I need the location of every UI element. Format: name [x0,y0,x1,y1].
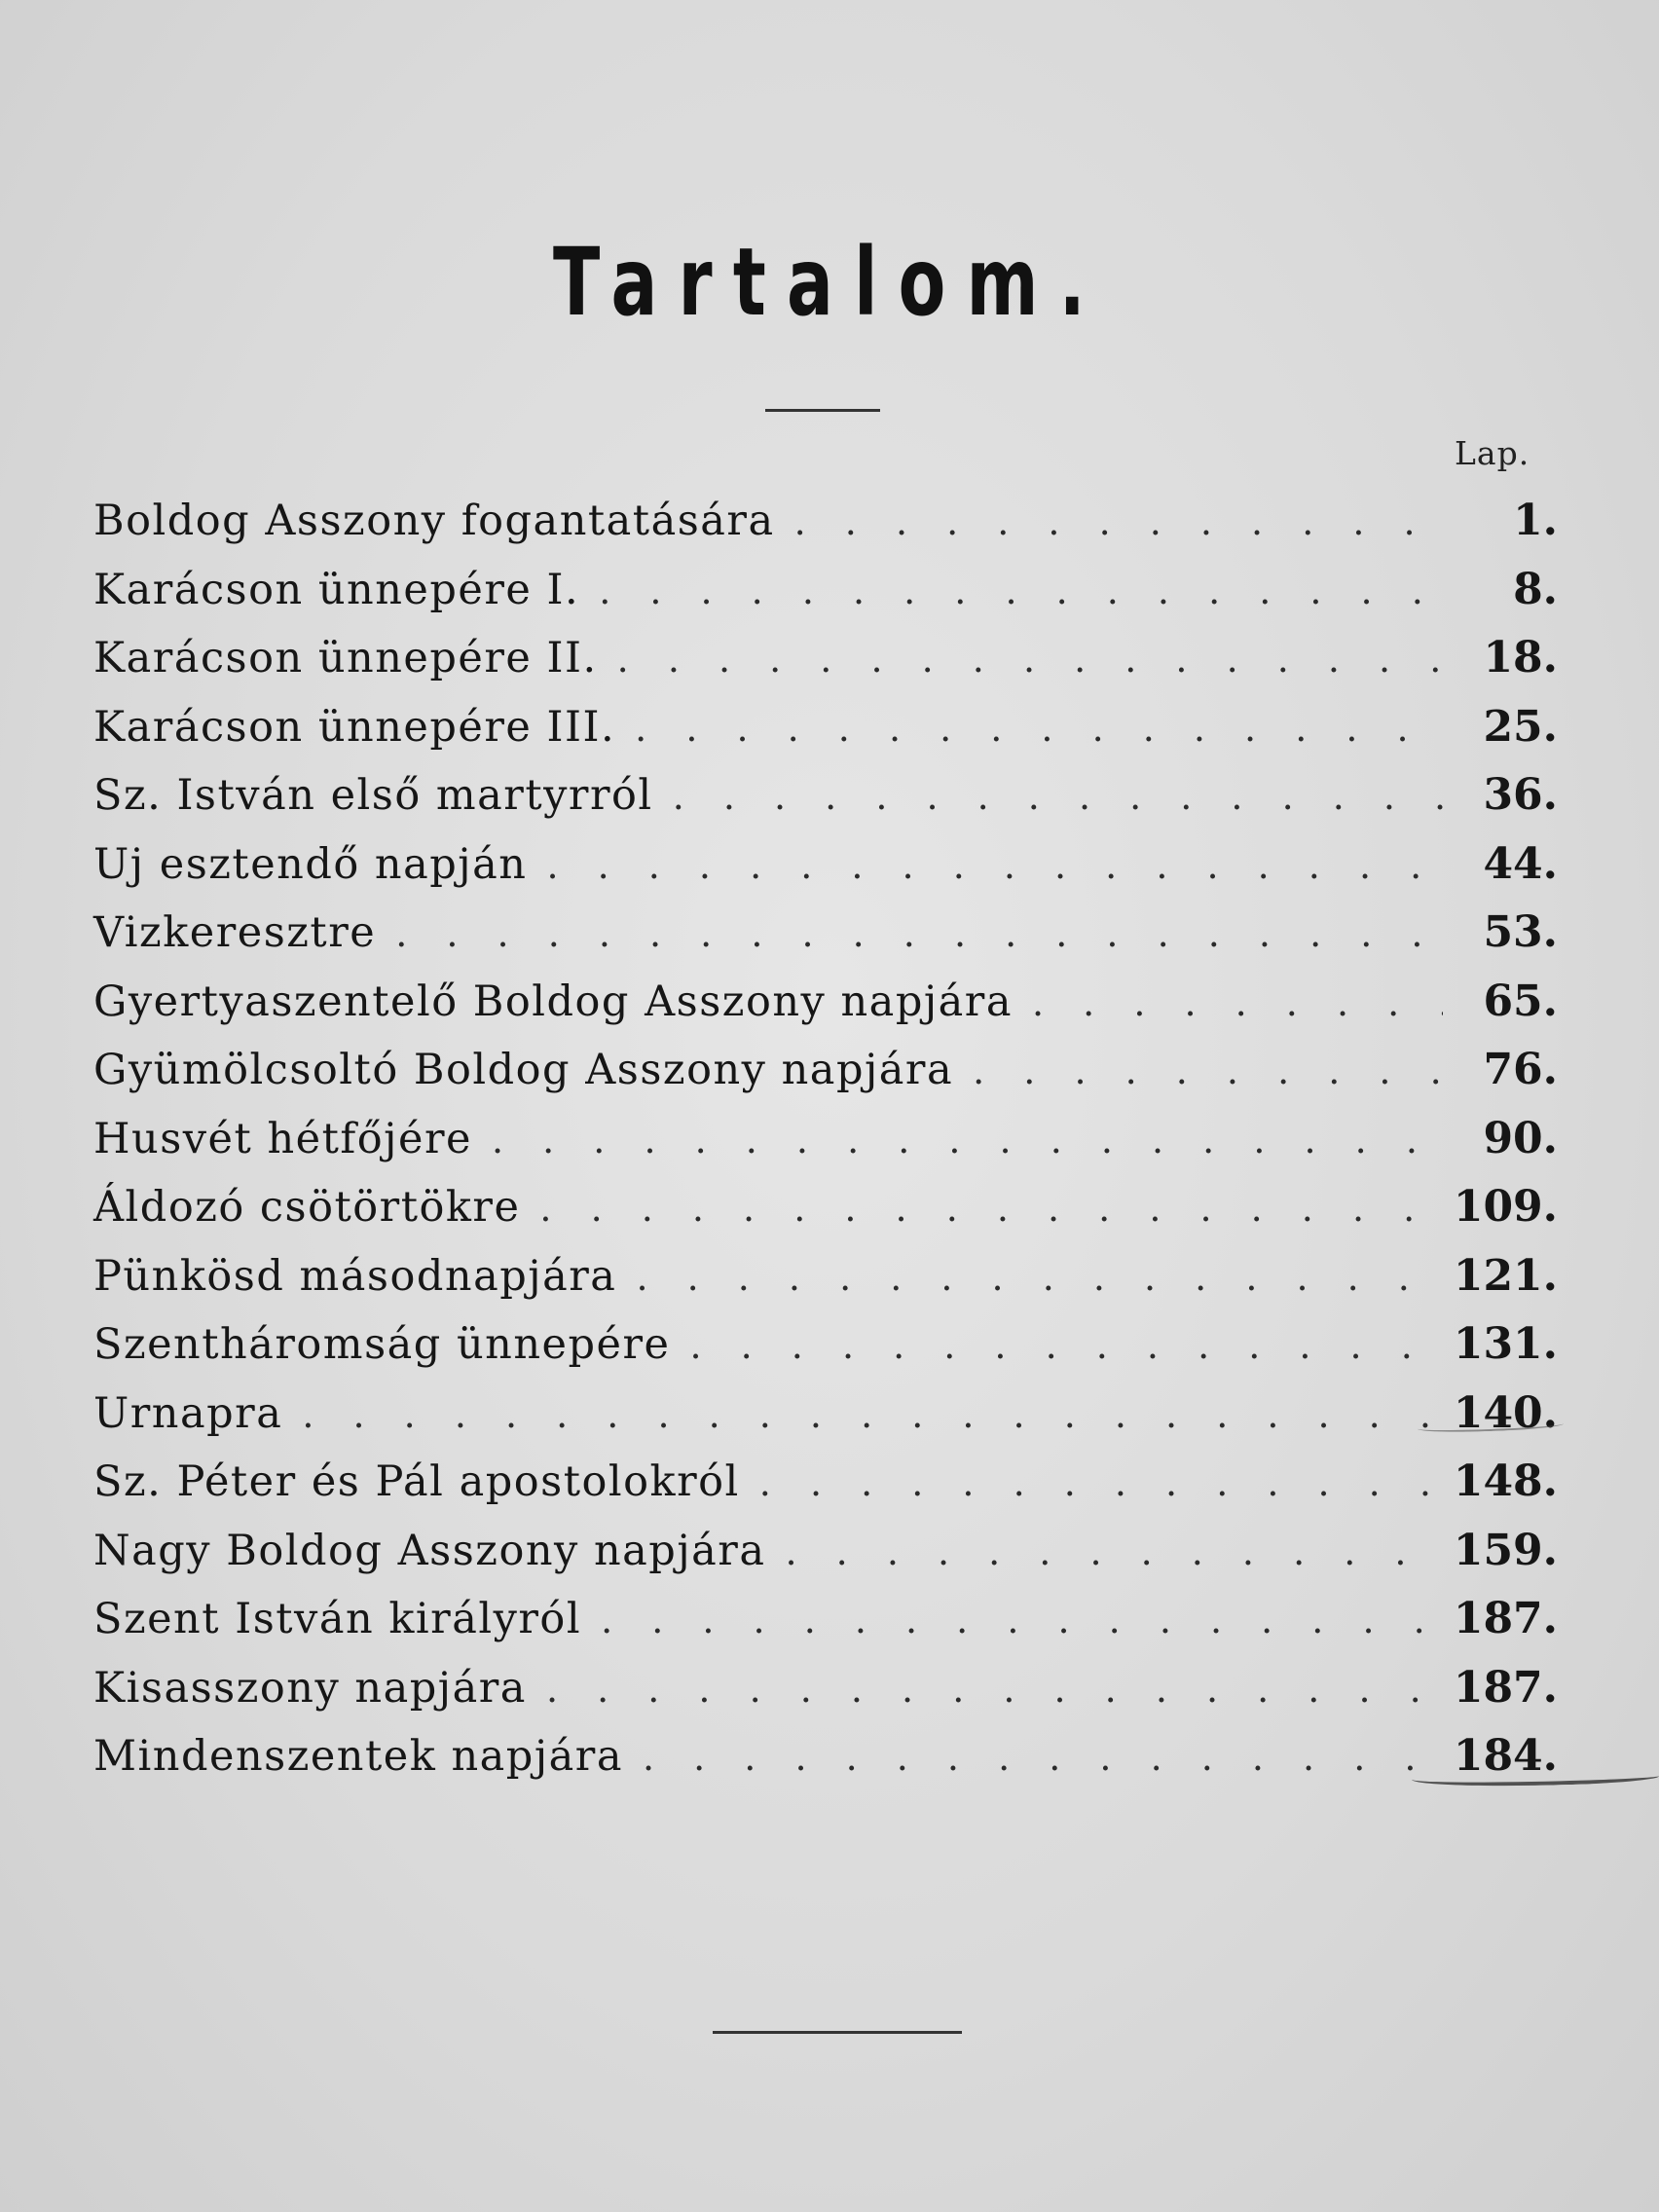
toc-entry-title: Karácson ünnepére III. [93,702,616,752]
title-divider [765,409,880,412]
dot-leader [1032,969,1443,1038]
page-title: Tartalom. [552,228,1107,337]
dot-leader [546,1655,1436,1724]
toc-entry-title: Sz. Péter és Pál apostolokról [93,1457,740,1506]
toc-entry-title: Karácson ünnepére II. [93,634,598,682]
toc-entry [93,968,1558,1037]
toc-entry-title: Gyertyaszentelő Boldog Asszony napjára [93,977,1014,1026]
dot-leader [673,762,1443,831]
toc-entry [93,556,1558,625]
toc-entry [93,1380,1558,1449]
toc-entry-page: 131. [1453,1319,1558,1369]
toc-entry-page: 25. [1483,701,1558,752]
dot-leader [302,1381,1435,1450]
toc-entry-page: 90. [1483,1113,1558,1163]
toc-entry-page: 1. [1513,496,1558,545]
toc-entry-title: Pünkösd másodnapjára [93,1251,617,1301]
toc-entry [93,1654,1558,1723]
toc-entry-page: 76. [1483,1045,1558,1094]
toc-entry-page: 148. [1453,1456,1558,1506]
dot-leader [539,1174,1435,1243]
toc-entry [93,1036,1558,1105]
toc-entry-page: 65. [1483,976,1558,1026]
toc-entry-page: 187. [1453,1662,1558,1713]
toc-entry-title: Uj esztendő napján [93,839,528,889]
toc-entry-page: 53. [1483,907,1558,957]
toc-entry [93,1173,1558,1242]
toc-entry-page: 109. [1453,1182,1558,1232]
toc-entry [93,487,1558,556]
toc-entry-title: Szent István királyról [93,1595,582,1643]
dot-leader [759,1449,1436,1518]
dot-leader [973,1037,1443,1106]
dot-leader [492,1106,1443,1175]
page-column-header: Lap. [1455,434,1530,472]
dot-leader [786,1518,1436,1587]
toc-entry-title: Boldog Asszony fogantatására [93,497,775,545]
toc-entry-title: Husvét hétfőjére [93,1114,472,1163]
toc-entry [93,1242,1558,1311]
dot-leader [794,488,1443,557]
dot-leader [601,1586,1436,1655]
toc-entry-title: Mindenszentek napjára [93,1732,623,1781]
dot-leader [599,557,1443,626]
bottom-divider [713,2031,962,2034]
dot-leader [635,694,1443,763]
toc-entry-page: 184. [1453,1731,1558,1781]
dot-leader [617,625,1443,694]
toc-entry-page: 18. [1483,633,1558,682]
toc-entry [93,1722,1558,1791]
dot-leader [546,831,1443,901]
toc-entry [93,1310,1558,1380]
dot-leader [689,1311,1435,1381]
toc-entry [93,693,1558,762]
toc-entry [93,1585,1558,1654]
toc-entry-title: Sz. István első martyrról [93,771,653,820]
toc-entry-page: 187. [1453,1594,1558,1643]
toc-entry-title: Kisasszony napjára [93,1663,527,1713]
dot-leader [643,1723,1436,1792]
toc-entry-title: Gyümölcsoltó Boldog Asszony napjára [93,1046,954,1094]
toc-entry-page: 121. [1453,1250,1558,1301]
table-of-contents [93,487,1558,1791]
toc-entry [93,899,1558,968]
toc-entry-title: Urnapra [93,1388,283,1438]
dot-leader [395,900,1443,969]
toc-entry [93,1105,1558,1174]
toc-entry [93,830,1558,900]
toc-entry-title: Áldozó csötörtökre [93,1183,521,1232]
toc-entry-page: 8. [1513,564,1558,614]
toc-entry [93,1448,1558,1517]
toc-entry [93,761,1558,830]
toc-entry [93,1517,1558,1586]
dot-leader [636,1243,1435,1312]
toc-entry-page: 44. [1483,838,1558,889]
toc-entry-page: 36. [1483,770,1558,820]
toc-entry-title: Nagy Boldog Asszony napjára [93,1526,766,1575]
toc-entry-page: 159. [1453,1525,1558,1575]
toc-entry-title: Vizkeresztre [93,908,377,957]
toc-entry [93,624,1558,693]
toc-entry-title: Szentháromság ünnepére [93,1320,671,1369]
toc-entry-title: Karácson ünnepére I. [93,565,580,614]
toc-entry-page: 140. [1453,1387,1558,1438]
